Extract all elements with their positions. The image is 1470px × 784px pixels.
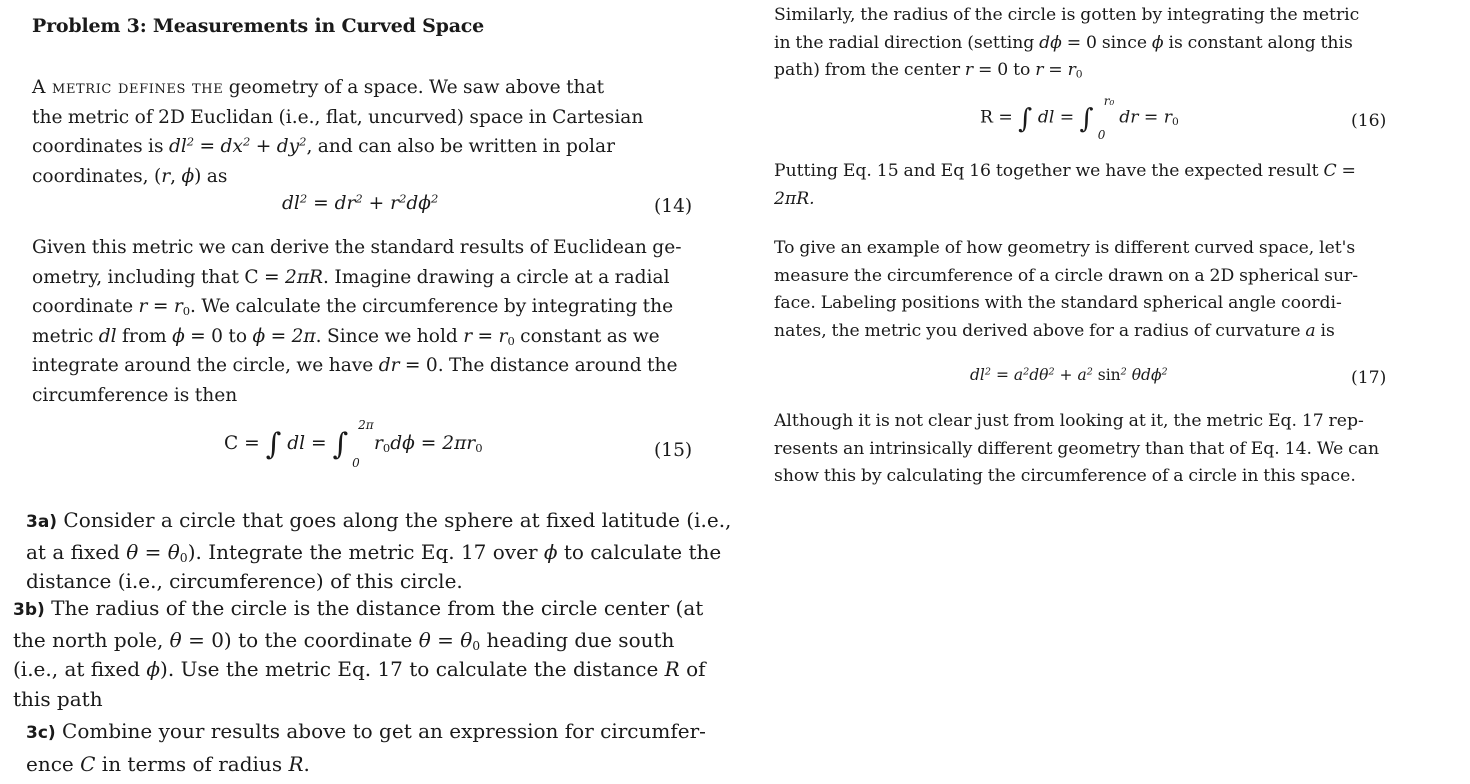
problem-3c: 3c) Combine your results above to get an expression for circumfer- ence C in terms of radius R.	[26, 719, 706, 776]
equation-14-number: (14)	[654, 196, 693, 217]
problem-3b: 3b) The radius of the circle is the distance from the circle center (at the north pole, θ = 0) to the coordinate $\theta = \theta_0$ heading due south (i.e., at fixed ϕ). Use the metric Eq. 17 to calculate the distance R of this path	[13, 596, 706, 711]
left-column	[0, 0, 732, 784]
problem-heading: Problem 3: Measurements in Curved Space	[32, 15, 485, 37]
derivation-paragraph: Given this metric we can derive the standard results of Euclidean ge- ometry, including that C = 2πR. Imagine drawing a circle at a radial coordinate $r = r_0$. We calculate the circumference by integrating the metric dl from ϕ = 0 to ϕ = 2π. Since we hold $r = r_0$ constant as we integrate around the circle, we have dr = 0. The distance around the circumference is then	[32, 237, 682, 406]
equation-14: $dl^2 = dr^2 + r^2d\phi^2$	[282, 191, 439, 214]
intro-paragraph: A metric defines the geometry of a space. We saw above that the metric of 2D Euclidan (i.e., flat, uncurved) space in Cartesian coordinates is $dl^2 = dx^2 + dy^2$, and can also be written in polar coordinates, (r, ϕ) as	[32, 77, 644, 187]
right-column	[758, 0, 1470, 784]
problem-3c-label: 3c)	[26, 723, 56, 743]
equation-15: C = ∫ dl = ∫ 2π 0 $r_0d\phi = 2\pi r_0$	[224, 418, 483, 470]
equation-17: $dl^2 = a^2d\theta^2 + a^2$ $\sin^2 \theta d\phi^2$	[970, 366, 1168, 384]
sphere-paragraph: To give an example of how geometry is different curved space, let's measure the circumference of a circle drawn on a 2D spherical sur- face. Labeling positions with the standard spherical angle coordi- nates, the metric you derived above for a radius of curvature a is	[774, 238, 1359, 341]
radius-paragraph: Similarly, the radius of the circle is gotten by integrating the metric in the radial direction (setting dϕ = 0 since ϕ is constant along this path) from the center r = 0 to $r = r_0$	[774, 5, 1360, 81]
intro-smallcaps: A metric defines the	[32, 77, 224, 98]
problem-3a-label: 3a)	[26, 512, 58, 532]
equation-17-number: (17)	[1351, 368, 1387, 388]
equation-16-number: (16)	[1351, 111, 1387, 131]
intrinsic-paragraph: Although it is not clear just from looking at it, the metric Eq. 17 rep- resents an intrinsically different geometry than that of Eq. 14. We can show this by calculating the circumference of a circle in this space.	[774, 411, 1380, 486]
problem-3a: 3a) Consider a circle that goes along the sphere at fixed latitude (i.e., at a fixed $\theta = \theta_0$). Integrate the metric Eq. 17 over ϕ to calculate the distance (i.e., circumference) of this circle.	[26, 508, 732, 593]
equation-16: R = ∫ dl = ∫ r₀ 0 dr = $r_0$	[980, 94, 1179, 142]
equation-15-number: (15)	[654, 440, 693, 461]
result-paragraph: Putting Eq. 15 and Eq 16 together we have the expected result C = 2πR.	[774, 161, 1356, 209]
problem-3b-label: 3b)	[13, 600, 45, 620]
